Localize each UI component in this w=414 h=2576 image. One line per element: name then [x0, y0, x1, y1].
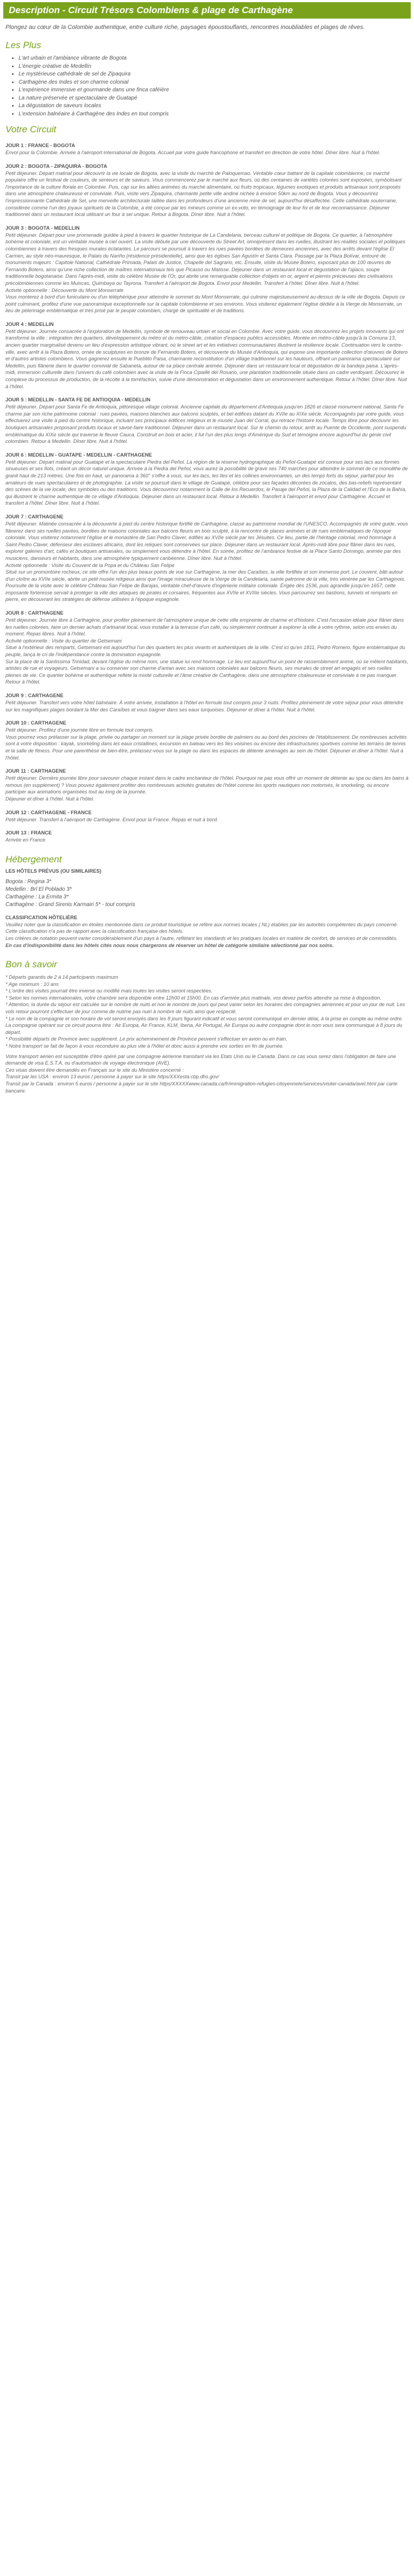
day-block	[5, 768, 409, 802]
day-title: JOUR 2 : BOGOTA - ZIPAQUIRA - BOGOTA	[5, 163, 108, 169]
day-title: JOUR 9 : CARTHAGENE	[5, 693, 64, 698]
day-block	[5, 321, 409, 390]
content	[5, 23, 409, 1094]
highlight-item: • Le mystérieuse cathédrale de sel de Zipaquira	[19, 71, 409, 79]
note-item: * Notre transport se fait de façon à vous reconduire au plus vite à l'hôtel et donc aussi à prendre vos sorties en fin de journée.	[5, 1043, 284, 1049]
day-text: Petit déjeuner. Journée consacrée à l'exploration de Medellín, symbole de renouveau urbain et social en Colombie. Avec votre guide, vous découvrirez les projets innovants qui ont transformé la ville : intégration des quartiers, développement du métro et du métro-câble, création d'espaces publics accessibles. Montée en métro-câble jusqu'à la Comuna 13, ancien quartier marginalisé devenu un lieu d'expression artistique vibrant, où le street art et les initiatives communautaires illustrent la résilience locale. Continuation vers le centre-ville, avec arrêt à la Plaza Botero, ornée de sculptures en bronze de Fernando Botero, et découverte du Musée d'Antioquia, qui expose une importante collection d'œuvres de Botero et d'autres artistes colombiens. Vous gagnerez ensuite le Pueblito Paisa, charmante reconstitution d'un village traditionnel sur les hauteurs, offrant un panorama spectaculaire sur Medellín, puis flânerie dans le quartier convivial de Sabaneta, autour de sa place centrale animée. Déjeuner dans un restaurant local et dégustation de la bandeja paisa. L'après-midi, immersion culturelle dans l'univers du café colombien avec la visite de la Finca Cipaille del Rosario, une plantation traditionnelle située dans un cadre verdoyant. Découvrez le complexe du processus de production, de la récolte à la torréfaction, suivie d'une démonstration et dégustation dans un environnement authentique. Retour à l'hôtel. Dîner libre. Nuit à l'hôtel.	[5, 328, 408, 389]
day-text: Petit déjeuner. Journée libre à Carthagène, pour profiter pleinement de l'atmosphère unique de cette ville empreinte de charme et d'histoire. C'est l'occasion idéale pour flâner dans les ruelles colorées, faire un dernier achats d'artisanat local, vous installer à la terrasse d'un café, ou simplement continuer à explorer la ville à votre rythme, selon vos envies du moment. Repas libres. Nuit à l'hôtel. Activité optionnelle : Visite du quartier de Getsemani Situé à l'extérieur des remparts, Getsemani est aujourd'hui l'un des quartiers les plus vivants et authentiques de la ville. C'est ici qu'en 1811, Pedro Romero, figure emblématique du peuple, lança le cri de l'indépendance contre la domination espagnole. Sur la place de la Santissima Trinidad, devant l'église du même nom, une statue lui rend hommage. Le lieu est aujourd'hui un point de rassemblement animé, où se mêlent habitants, artistes de rue et voyageurs. Getsemani a su conserver son charme d'antan avec ses maisons coloniales aux balcons fleuris, ses murales de street art engagés et ses ruelles pleines de vie. Ce quartier bohème et authentique reflète la mixité culturelle et l'âme créative de Carthagène, dans une atmosphère chaleureuse et conviviale à ne pas manquer. Retour à l'hôtel.	[5, 617, 409, 685]
highlight-item: • La dégustation de saveurs locales	[19, 102, 409, 110]
highlights-title: Les Plus	[5, 40, 42, 50]
day-block	[5, 452, 409, 507]
day-text: Petit déjeuner. Transfert vers votre hôtel balnéaire. À votre arrivée, installation à l'hôtel en formule tout compris pour 3 nuits. Profitez pleinement de votre séjour pour vous détendre sur les magnifiques plages bordant la Mer des Caraïbes et vous baigner dans ses eaux turquoises. Déjeuner et dîner à l'hôtel. Nuit à l'hôtel.	[5, 700, 404, 712]
classification-title: CLASSIFICATION HÔTELIÈRE	[5, 914, 78, 920]
day-block	[5, 142, 409, 156]
classification-warning: En cas d'indisponibilité dans les hôtels cités nous nous chargerons de réserver un hôtel de catégorie similaire sélectionné par nos soins.	[5, 942, 334, 948]
day-text: Petit déjeuner. Départ pour une promenade guidée à pied à travers le quartier historique de La Candelaria, berceau culturel et politique de Bogota. Ce quartier, à l'atmosphère bohème et coloniale, est un véritable musée à ciel ouvert. La visite débute par une découverte du Street Art, omniprésent dans les ruelles, illustrant les réalités sociales et politiques colombiennes à travers des fresques murales éclatantes. Le parcours se poursuit à travers les rues pavées bordées de demeures anciennes, avec des arrêts devant l'église El Carmen, au style néo-mauresque, le Palais du Nariño (résidence présidentielle), ainsi que les églises San Agustín et Santa Clara. Passage par la Plaza Bolívar, entouré de monuments majeurs : Capitole National, Cathédrale Primada, Palais de Justice, Chapelle del Sagrario, etc. Ensuite, visite du Musée Botero, exposant plus de 100 œuvres de Fernando Botero, ainsi qu'une riche collection de maîtres internationaux tels que Picasso ou Matisse. Déjeuner dans un restaurant local et dégustation de l'ajiaco, soupe traditionnelle bogotanaise. Dans l'après-midi, visite du célèbre Musée de l'Or, qui abrite une remarquable collection d'objets en or, argent et pierres précieuses des civilisations précolombiennes comme les Muiscas, Quimbaya ou Tayrona. Transfert à l'aéroport de Bogota. Envol pour Medellin. Transfert à l'hôtel. Dîner libre. Nuit à l'hôtel. Activité optionnelle : Découverte du Mont Monserrate Vous monterez à bord d'un funiculaire ou d'un téléphérique pour atteindre le sommet du Mont Monserrate, qui culmine majestueusement au-dessus de la ville de Bogota. Depuis ce point culminant, profitez d'une vue panoramique exceptionnelle sur la capitale colombienne et ses environs. Vous visiterez également l'église dédiée à la Vierge de Monserrate, un lieu de pèlerinage emblématique et très prisé par le peuple colombien, chargé de spiritualité et de traditions.	[5, 232, 406, 314]
day-text: Petit déjeuner. Dernière journée libre pour savourer chaque instant dans le cadre enchanteur de l'hôtel. Pourquoi ne pas vous offrir un moment de détente au spa ou dans les bains à remous (en supplément) ? Vous pouvez également profiter des nombreuses activités gratuites de l'hôtel comme les sports nautiques non motorisés, le snorkeling, ou encore participer aux animations organisées tout au long de la journée. Déjeuner et dîner à l'hôtel. Nuit à l'hôtel.	[5, 775, 409, 802]
day-text: Arrivée en France	[5, 837, 46, 843]
day-block	[5, 396, 409, 445]
highlight-item: • L'énergie créative de Medellín	[19, 63, 409, 71]
day-block	[5, 809, 409, 823]
note-item: Transit par le Canada : environ 5 euros / personne à payer sur le site https/XXXXXwww.canada.ca/fr/immigration-refugies-citoyennete/services/visiter-canada/avel.html par carte bancaire.	[5, 1081, 398, 1094]
day-title: JOUR 13 : FRANCE	[5, 830, 52, 836]
highlight-item: • L'art urbain et l'ambiance vibrante de Bogota	[19, 55, 409, 63]
note-item: Votre transport aérien est susceptible d'être opéré par une compagnie aérienne transitant via les Etats Unis ou le Canada. Dans ce cas vous serez dans l'obligation de faire une demande de visa E.S.T.A. ou d'autorisation de voyage électronique (AVE).	[5, 1053, 397, 1066]
day-text: Envol pour la Colombie. Arrivée à l'aéroport international de Bogota. Accueil par votre guide francophone et transfert en direction de votre hôtel. Dîner libre. Nuit à l'hôtel.	[5, 150, 381, 155]
day-block	[5, 720, 409, 761]
itinerary-days	[5, 142, 409, 844]
day-text: Petit déjeuner. Départ matinal pour Guatapé et la spectaculaire Piedra del Peñol. La région de la réserve hydrographique du Peñol-Guatapé est connue pour ses lacs aux formes sinueuses et ses îlots, créant un décor naturel unique. Arrivée à la Piedra del Peñol, vous aurez la possibilité de gravir ses 740 marches pour atteindre le sommet de ce monolithe de granit haut de 213 mètres. Une fois en haut, un panorama à 360° s'offre à vous, sur les lacs, les îles et les collines environnantes, un des temps forts du séjour, parfait pour les amateurs de vues spectaculaires et de photographie. La visite se poursuit dans le village de Guatapé, célèbre pour ses façades décorées de zócalos, des bas-reliefs représentant des scènes de la vie locale, des symboles ou des traditions. Vous découvrirez notamment la Calle de los Recuerdos, le Pasaje del Peñol, la Plaza de la Calidad et l'Eco de la Bahía, qui illustrent le charme authentique de ce village d'Antioquia. Déjeuner dans un restaurant local. Retour à Medellin. Transfert à l'aéroport et envol pour Carthagène. Accueil et transfert à l'hôtel. Dîner libre. Nuit à l'hôtel.	[5, 459, 408, 506]
hotels-title: Hébergement	[5, 854, 62, 864]
day-block	[5, 225, 409, 314]
day-block	[5, 692, 409, 713]
note-item: * Départs garantis de 2 à 14 participants maximum	[5, 974, 119, 980]
intro-text: Plongez au cœur de la Colombie authentique, entre culture riche, paysages époustouflants, rencontres inoubliables et plages de rêves.	[5, 24, 365, 31]
day-title: JOUR 1 : FRANCE - BOGOTA	[5, 143, 75, 148]
day-title: JOUR 7 : CARTHAGENE	[5, 513, 64, 519]
day-title: JOUR 5 : MEDELLIN - SANTA FE DE ANTIOQUIA - MEDELLIN	[5, 397, 151, 403]
note-item: * Possibilité départs de Province avec supplément. Le prix acheminement de Province peuvent s'effectuer en avion ou en train.	[5, 1036, 288, 1042]
day-title: JOUR 12 : CARTHAGENE - FRANCE	[5, 809, 92, 815]
highlight-item: • L'extension balnéaire à Carthagène des Indes en tout compris	[19, 110, 409, 119]
highlight-item: • L'expérience immersive et gourmande dans une finca caféière	[19, 86, 409, 95]
hotel-item: Carthagène : Grand Sirenis Karmairi 5* - tout compris	[5, 901, 135, 908]
day-text: Petit déjeuner. Matinée consacrée à la découverte à pied du centre historique fortifié de Carthagène, classé au patrimoine mondial de l'UNESCO. Accompagnés de votre guide, vous flânerez dans ses ruelles pavées, bordées de maisons coloniales aux balcons fleuris en bois sculpté, à la rencontre de places animées et de rues emblématiques de l'époque coloniale. Vous visiterez notamment l'église et le monastère de San Pedro Claver, édifiés au XVIIe siècle par les Jésuites. Ce lieu, partie de l'héritage colonial, rend hommage à Saint Pedro Claver, défenseur des esclaves africains, dont les reliques sont conservées sur place. Déjeuner dans un restaurant local. Après-midi libre pour flâner dans les rues, explorer galeries d'art, cafés et boutiques artisanales, ou simplement vous détendre à l'hôtel. En soirée, profitez de l'ambiance festive de la Place Santo Domingo, animée par des musiciens, danseurs et habitants, dans une atmosphère typiquement caribéenne. Dîner libre. Nuit à l'hôtel. Activité optionnelle : Visite du Couvent de la Popa et du Château San Felipe Situé sur un promontoire rocheux, ce site offre l'un des plus beaux points de vue sur Carthagène, la mer des Caraïbes, la ville fortifiée et son immense port. Le couvent, bâti autour d'un cloître au XVIIe siècle, abrite un petit musée religieux ainsi que l'image miraculeuse de la Vierge de la Candelaria, sainte patronne de la ville, très vénérée par les Carthaginois. Poursuite de la visite avec le célèbre Château San Felipe de Barajas, véritable chef-d'œuvre d'ingénierie militaire coloniale. Érigée dès 1536, puis agrandie jusqu'en 1657, cette imposante forteresse servait à protéger la ville des attaques de pirates et corsaires, fréquentes aux XVIIe et XVIIIe siècles. Vous parcourrez ses bastions, tunnels et remparts en pierre, en découvrant les stratégies de défense utilisées à l'époque espagnole.	[5, 521, 409, 603]
classification-text: Veuillez noter que la classification en étoiles mentionnée dans ce produit touristique se réfère aux normes locales ( NL) établies par les autorités compétentes du pays concerné.	[5, 921, 398, 927]
day-title: JOUR 11 : CARTHAGENE	[5, 768, 66, 774]
day-title: JOUR 10 : CARTHAGENE	[5, 720, 67, 726]
itinerary-title: Votre Circuit	[5, 124, 56, 135]
day-block	[5, 513, 409, 603]
notes-list	[5, 974, 409, 1094]
hotel-item: Carthagène : La Ermita 3*	[5, 893, 69, 900]
day-text: Petit déjeuner. Départ pour Santa Fe de Antioquia, pittoresque village colonial. Ancienne capitale du département d'Antioquia jusqu'en 1826 et classé monument national, Santa Fe charme par son riche patrimoine colonial : rues pavées, maisons blanches aux balcons sculptés, et bel édifices datant du XVIIe au XIXe siècle. Accompagnés par votre guide, vous effectuerez une visite à pied du centre historique, incluant ses principaux édifices religieux et le musée Juan del Corral, qui retrace l'histoire locale. Temps libre pour découvrir les boutiques artisanales proposant produits locaux et savoir-faire traditionnel. Déjeuner dans un restaurant local. Sur le chemin du retour, arrêt au Puente de Occidente, pont suspendu emblématique du XIXe siècle qui traverse le fleuve Cauca. Construit en bois et acier, il fut l'un des plus longs d'Amérique du Sud et témoigne encore aujourd'hui du génie civil colombien. Retour à Medellin. Dîner libre. Nuit à l'hôtel.	[5, 404, 406, 445]
day-title: JOUR 3 : BOGOTA - MEDELLIN	[5, 225, 80, 231]
highlight-item: • Carthagène des Indes et son charme colonial	[19, 79, 409, 87]
hotel-item: Medellin : Brl El Poblado 3*	[5, 886, 72, 892]
day-text: Petit déjeuner. Transfert à l'aéroport de Carthagène. Envol pour la France. Repas et nuit à bord.	[5, 816, 218, 822]
highlights-list	[5, 55, 409, 118]
note-item: * Le nom de la compagnie et son horaire de vol seront envoyés dans les 8 jours figurant indicatif et vous seront communiqué en dernier délai, à la prise en compte au même ordre. La compagnie opérant sur ce circuit pourra être : Air Europa, Air France, KLM, Iberia, Air Portugal, Air Europa ou autre compagnie dont le nom vous sera communiqué à 8 jours du départ.	[5, 1015, 403, 1035]
day-block	[5, 163, 409, 218]
note-item: * Selon les normes internationales, votre chambre sera disponible entre 12h00 et 15h00. En cas d'arrivée plus matinale, vos devez parfois attendre sa mise à disposition.	[5, 995, 382, 1001]
note-item: Transit par les USA : environ 13 euros / personne à payer sur le site https/XXXesta.cbp.dhs.gov/	[5, 1074, 220, 1080]
note-item: * Age minimum : 10 ans	[5, 981, 59, 987]
day-block	[5, 830, 409, 844]
day-title: JOUR 6 : MEDELLIN - GUATAPE - MEDELLIN - CARTHAGENE	[5, 452, 152, 458]
day-block	[5, 610, 409, 686]
note-item: Ces visas doivent être demandés en Français sur le site du Ministère concerné :	[5, 1067, 184, 1073]
hotels-subtitle: LES HÔTELS PRÉVUS (OU SIMILAIRES)	[5, 868, 102, 874]
hotel-item: Bogota : Regina 3*	[5, 878, 51, 885]
day-title: JOUR 8 : CARTHAGENE	[5, 610, 64, 616]
header-bar	[3, 2, 411, 19]
hotels-list	[5, 878, 409, 909]
day-text: Petit déjeuner. Départ matinal pour découvrir la vie locale de Bogota, avec la visite du marché de Paloquemao. Véritable cœur battant de la capitale colombienne, ce marché populaire offre un festival de couleurs, de senteurs et de saveurs. Vous commencerez par le marché aux fleurs, où des centaines de variétés colorées sont exposées, symbolisant l'importance de la culture florale en Colombie. Puis, cap sur les allées animées du marché alimentaire, où fruits tropicaux, légumes exotiques et produits artisanaux sont proposés dans une atmosphère chaleureuse et conviviale. Puis, visite vers Zipaquira, charmante petite ville andine nichée à environ 50km au nord de Bogota. Vous y découvrirez l'impressionnante Cathédrale de Sel, une merveille architecturale taillée dans les profondeurs d'une ancienne mine de sel, aujourd'hui désaffectée. Cette cathédrale souterraine, considérée comme l'un des joyaux spirituels de la Colombie, a été conçue par les mineurs comme un ex-voto, en témoignage de leur foi et de leur reconnaissance. Déjeuner traditionnel dans un restaurant local utilisant un four à sel unique. Retour à Bogota. Dîner libre. Nuit à l'hôtel.	[5, 170, 402, 218]
classification-text-2: Cette classification n'a pas de rapport avec la classification française des hôtels.	[5, 928, 184, 934]
note-item: * Attention, la durée du séjour est calculée sur le nombre de nuits et non le nombre de jours qui peut varier selon les horaires des compagnies aériennes et pour un jour de nuit. Les vols retour pourront s'effectuer de jour comme de nuit/ne pas nuiri à nombre de nuits ainsi que respecté.	[5, 1002, 405, 1015]
highlight-item: • La nature préservée et spectaculaire de Guatapé	[19, 95, 409, 103]
classification-text-3: Les critères de notation peuvent varier considérablement d'un pays à l'autre, reflétant les standards et les pratiques locales en matière de confort, de services et de commodités.	[5, 935, 398, 941]
note-item: * L'ordre des visites pourrait être inversé ou modifié mais toutes les visites seront respectées.	[5, 988, 213, 994]
notes-title: Bon à savoir	[5, 959, 57, 970]
day-title: JOUR 4 : MEDELLIN	[5, 321, 54, 327]
day-text: Petit déjeuner. Profitez d'une journée libre en formule tout compris. Vous pourrez vous prélasser sur la plage, privée ou partager un moment sur la plage privée bordée de palmiers ou au bord des piscines de l'établissement. De nombreuses activités sont à votre disposition : kayak, snorkeling dans les eaux cristallines, excursion en bateau vers les îles voisines ou encore des infrastructures sportives comme les terrains de tennis et la salle de fitness. Pour une parenthèse de bien-être, prélassez-vous sur la plage ou dans les espaces de détente aménagés au sein de l'hôtel. Déjeuner et dîner à l'hôtel. Nuit à l'hôtel.	[5, 727, 407, 761]
page-title: Description - Circuit Trésors Colombiens & plage de Carthagène	[9, 5, 293, 15]
